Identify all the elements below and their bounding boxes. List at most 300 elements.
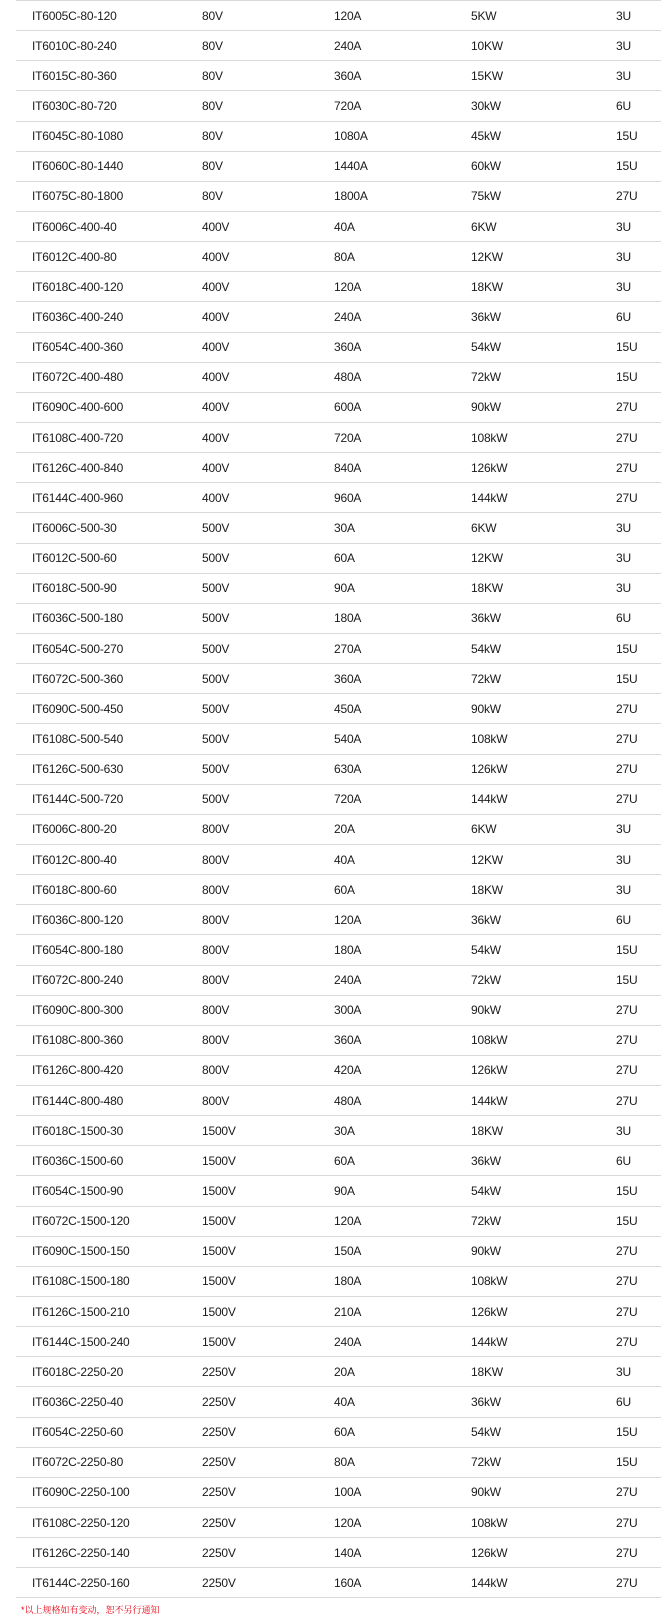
voltage-cell: 500V [202,633,334,663]
table-row [16,453,661,483]
model-cell: IT6090C-800-300 [16,995,202,1025]
model-cell: IT6126C-500-630 [16,754,202,784]
power-cell: 36kW [471,603,616,633]
table-row [16,995,661,1025]
voltage-cell: 800V [202,905,334,935]
table-row [16,1176,661,1206]
model-cell: IT6144C-2250-160 [16,1568,202,1598]
current-cell: 420A [334,1055,471,1085]
current-cell: 40A [334,211,471,241]
size-cell: 15U [616,362,661,392]
power-cell: 18KW [471,875,616,905]
size-cell: 27U [616,995,661,1025]
table-row [16,784,661,814]
size-cell: 3U [616,844,661,874]
table-row [16,31,661,61]
model-cell: IT6072C-800-240 [16,965,202,995]
size-cell: 15U [616,664,661,694]
voltage-cell: 1500V [202,1236,334,1266]
current-cell: 240A [334,965,471,995]
table-row [16,905,661,935]
model-cell: IT6126C-400-840 [16,453,202,483]
size-cell: 27U [616,754,661,784]
size-cell: 27U [616,694,661,724]
table-row [16,1266,661,1296]
size-cell: 6U [616,603,661,633]
power-cell: 18KW [471,573,616,603]
power-cell: 108kW [471,1508,616,1538]
power-cell: 108kW [471,1266,616,1296]
table-row [16,91,661,121]
voltage-cell: 400V [202,211,334,241]
size-cell: 27U [616,1086,661,1116]
voltage-cell: 1500V [202,1327,334,1357]
current-cell: 100A [334,1477,471,1507]
model-cell: IT6036C-800-120 [16,905,202,935]
table-row [16,121,661,151]
power-cell: 75kW [471,181,616,211]
voltage-cell: 500V [202,724,334,754]
model-cell: IT6015C-80-360 [16,61,202,91]
current-cell: 80A [334,242,471,272]
voltage-cell: 80V [202,91,334,121]
size-cell: 27U [616,1568,661,1598]
current-cell: 180A [334,935,471,965]
voltage-cell: 2250V [202,1568,334,1598]
power-cell: 108kW [471,422,616,452]
model-cell: IT6072C-400-480 [16,362,202,392]
table-row [16,1236,661,1266]
voltage-cell: 400V [202,392,334,422]
model-cell: IT6090C-500-450 [16,694,202,724]
power-cell: 12KW [471,543,616,573]
table-row [16,1508,661,1538]
table-row [16,1,661,31]
current-cell: 20A [334,814,471,844]
model-cell: IT6072C-500-360 [16,664,202,694]
size-cell: 3U [616,814,661,844]
size-cell: 15U [616,1447,661,1477]
power-cell: 54kW [471,332,616,362]
model-cell: IT6036C-500-180 [16,603,202,633]
size-cell: 27U [616,1508,661,1538]
model-cell: IT6072C-1500-120 [16,1206,202,1236]
table-row [16,1297,661,1327]
power-cell: 12KW [471,242,616,272]
voltage-cell: 800V [202,995,334,1025]
table-row [16,211,661,241]
size-cell: 6U [616,91,661,121]
power-cell: 10KW [471,31,616,61]
voltage-cell: 2250V [202,1508,334,1538]
current-cell: 600A [334,392,471,422]
current-cell: 40A [334,1387,471,1417]
voltage-cell: 800V [202,935,334,965]
size-cell: 27U [616,1025,661,1055]
current-cell: 270A [334,633,471,663]
size-cell: 27U [616,453,661,483]
table-row [16,272,661,302]
voltage-cell: 800V [202,844,334,874]
voltage-cell: 800V [202,1086,334,1116]
table-row [16,151,661,181]
voltage-cell: 400V [202,332,334,362]
size-cell: 6U [616,1387,661,1417]
model-cell: IT6054C-2250-60 [16,1417,202,1447]
current-cell: 90A [334,1176,471,1206]
voltage-cell: 2250V [202,1477,334,1507]
size-cell: 3U [616,1357,661,1387]
current-cell: 360A [334,332,471,362]
voltage-cell: 400V [202,242,334,272]
power-cell: 72kW [471,1447,616,1477]
voltage-cell: 1500V [202,1297,334,1327]
voltage-cell: 80V [202,1,334,31]
voltage-cell: 400V [202,422,334,452]
model-cell: IT6054C-500-270 [16,633,202,663]
table-row [16,61,661,91]
power-cell: 72kW [471,965,616,995]
size-cell: 27U [616,784,661,814]
size-cell: 3U [616,875,661,905]
table-row [16,1387,661,1417]
model-cell: IT6018C-2250-20 [16,1357,202,1387]
voltage-cell: 2250V [202,1387,334,1417]
size-cell: 15U [616,151,661,181]
voltage-cell: 1500V [202,1266,334,1296]
voltage-cell: 500V [202,754,334,784]
model-cell: IT6090C-2250-100 [16,1477,202,1507]
model-cell: IT6054C-400-360 [16,332,202,362]
voltage-cell: 800V [202,1055,334,1085]
voltage-cell: 800V [202,875,334,905]
voltage-cell: 400V [202,302,334,332]
voltage-cell: 2250V [202,1447,334,1477]
current-cell: 30A [334,1116,471,1146]
size-cell: 27U [616,724,661,754]
size-cell: 3U [616,31,661,61]
model-cell: IT6144C-1500-240 [16,1327,202,1357]
power-cell: 18KW [471,272,616,302]
current-cell: 480A [334,1086,471,1116]
size-cell: 15U [616,935,661,965]
table-row [16,1417,661,1447]
power-cell: 90kW [471,694,616,724]
voltage-cell: 800V [202,814,334,844]
size-cell: 27U [616,1297,661,1327]
current-cell: 720A [334,784,471,814]
model-cell: IT6060C-80-1440 [16,151,202,181]
power-cell: 90kW [471,1477,616,1507]
size-cell: 27U [616,1477,661,1507]
table-row [16,1538,661,1568]
current-cell: 60A [334,875,471,905]
table-row [16,1477,661,1507]
power-cell: 90kW [471,995,616,1025]
size-cell: 27U [616,1236,661,1266]
model-cell: IT6010C-80-240 [16,31,202,61]
table-row [16,603,661,633]
power-cell: 45kW [471,121,616,151]
current-cell: 240A [334,302,471,332]
power-cell: 144kW [471,1568,616,1598]
power-cell: 54kW [471,1176,616,1206]
current-cell: 360A [334,664,471,694]
table-row [16,543,661,573]
power-cell: 144kW [471,784,616,814]
power-cell: 108kW [471,1025,616,1055]
current-cell: 120A [334,905,471,935]
power-cell: 60kW [471,151,616,181]
current-cell: 180A [334,603,471,633]
power-cell: 126kW [471,754,616,784]
model-cell: IT6018C-500-90 [16,573,202,603]
voltage-cell: 80V [202,31,334,61]
voltage-cell: 2250V [202,1538,334,1568]
voltage-cell: 80V [202,121,334,151]
current-cell: 480A [334,362,471,392]
current-cell: 40A [334,844,471,874]
current-cell: 60A [334,543,471,573]
voltage-cell: 400V [202,453,334,483]
power-cell: 6KW [471,513,616,543]
table-row [16,1116,661,1146]
model-cell: IT6006C-500-30 [16,513,202,543]
voltage-cell: 400V [202,483,334,513]
power-cell: 36kW [471,302,616,332]
table-row [16,935,661,965]
model-cell: IT6108C-500-540 [16,724,202,754]
current-cell: 150A [334,1236,471,1266]
voltage-cell: 400V [202,362,334,392]
spec-table [16,0,661,1598]
size-cell: 3U [616,573,661,603]
table-row [16,332,661,362]
power-cell: 30kW [471,91,616,121]
table-row [16,302,661,332]
voltage-cell: 1500V [202,1176,334,1206]
voltage-cell: 1500V [202,1146,334,1176]
model-cell: IT6006C-800-20 [16,814,202,844]
power-cell: 54kW [471,935,616,965]
size-cell: 15U [616,332,661,362]
model-cell: IT6126C-800-420 [16,1055,202,1085]
size-cell: 3U [616,272,661,302]
power-cell: 126kW [471,453,616,483]
model-cell: IT6018C-1500-30 [16,1116,202,1146]
voltage-cell: 80V [202,61,334,91]
power-cell: 54kW [471,1417,616,1447]
table-row [16,844,661,874]
size-cell: 6U [616,905,661,935]
voltage-cell: 500V [202,513,334,543]
size-cell: 3U [616,61,661,91]
current-cell: 60A [334,1417,471,1447]
size-cell: 27U [616,1055,661,1085]
table-row [16,754,661,784]
current-cell: 120A [334,1206,471,1236]
power-cell: 72kW [471,1206,616,1236]
current-cell: 210A [334,1297,471,1327]
size-cell: 3U [616,1116,661,1146]
current-cell: 60A [334,1146,471,1176]
current-cell: 360A [334,61,471,91]
table-row [16,814,661,844]
size-cell: 27U [616,483,661,513]
power-cell: 5KW [471,1,616,31]
current-cell: 90A [334,573,471,603]
voltage-cell: 800V [202,965,334,995]
power-cell: 36kW [471,1146,616,1176]
power-cell: 90kW [471,1236,616,1266]
power-cell: 144kW [471,1086,616,1116]
table-row [16,483,661,513]
voltage-cell: 2250V [202,1417,334,1447]
table-row [16,875,661,905]
voltage-cell: 2250V [202,1357,334,1387]
current-cell: 450A [334,694,471,724]
model-cell: IT6054C-800-180 [16,935,202,965]
voltage-cell: 500V [202,603,334,633]
size-cell: 3U [616,242,661,272]
model-cell: IT6126C-1500-210 [16,1297,202,1327]
size-cell: 27U [616,392,661,422]
model-cell: IT6144C-500-720 [16,784,202,814]
current-cell: 300A [334,995,471,1025]
table-row [16,633,661,663]
model-cell: IT6036C-1500-60 [16,1146,202,1176]
table-row [16,573,661,603]
current-cell: 630A [334,754,471,784]
model-cell: IT6075C-80-1800 [16,181,202,211]
model-cell: IT6030C-80-720 [16,91,202,121]
power-cell: 36kW [471,1387,616,1417]
voltage-cell: 80V [202,181,334,211]
size-cell: 15U [616,633,661,663]
power-cell: 18KW [471,1357,616,1387]
voltage-cell: 1500V [202,1116,334,1146]
model-cell: IT6090C-400-600 [16,392,202,422]
model-cell: IT6036C-2250-40 [16,1387,202,1417]
size-cell: 27U [616,1266,661,1296]
size-cell: 27U [616,422,661,452]
voltage-cell: 400V [202,272,334,302]
power-cell: 72kW [471,362,616,392]
table-row [16,1055,661,1085]
power-cell: 6KW [471,211,616,241]
model-cell: IT6012C-500-60 [16,543,202,573]
table-row [16,1447,661,1477]
size-cell: 6U [616,302,661,332]
current-cell: 840A [334,453,471,483]
model-cell: IT6018C-400-120 [16,272,202,302]
current-cell: 720A [334,91,471,121]
size-cell: 27U [616,1327,661,1357]
size-cell: 15U [616,1417,661,1447]
model-cell: IT6144C-800-480 [16,1086,202,1116]
table-row [16,965,661,995]
size-cell: 3U [616,543,661,573]
voltage-cell: 500V [202,784,334,814]
model-cell: IT6108C-1500-180 [16,1266,202,1296]
table-row [16,1206,661,1236]
size-cell: 27U [616,181,661,211]
model-cell: IT6072C-2250-80 [16,1447,202,1477]
current-cell: 160A [334,1568,471,1598]
model-cell: IT6006C-400-40 [16,211,202,241]
current-cell: 180A [334,1266,471,1296]
table-row [16,422,661,452]
model-cell: IT6018C-800-60 [16,875,202,905]
table-row [16,1327,661,1357]
power-cell: 126kW [471,1055,616,1085]
current-cell: 720A [334,422,471,452]
power-cell: 126kW [471,1297,616,1327]
model-cell: IT6144C-400-960 [16,483,202,513]
voltage-cell: 80V [202,151,334,181]
current-cell: 80A [334,1447,471,1477]
model-cell: IT6108C-800-360 [16,1025,202,1055]
current-cell: 1080A [334,121,471,151]
model-cell: IT6108C-400-720 [16,422,202,452]
voltage-cell: 500V [202,664,334,694]
spec-table-body [16,1,661,1598]
table-row [16,694,661,724]
power-cell: 12KW [471,844,616,874]
size-cell: 3U [616,1,661,31]
model-cell: IT6036C-400-240 [16,302,202,332]
current-cell: 240A [334,1327,471,1357]
power-cell: 54kW [471,633,616,663]
current-cell: 1440A [334,151,471,181]
table-row [16,362,661,392]
table-row [16,1357,661,1387]
voltage-cell: 500V [202,694,334,724]
power-cell: 144kW [471,1327,616,1357]
size-cell: 3U [616,513,661,543]
size-cell: 27U [616,1538,661,1568]
power-cell: 6KW [471,814,616,844]
current-cell: 960A [334,483,471,513]
size-cell: 15U [616,121,661,151]
model-cell: IT6090C-1500-150 [16,1236,202,1266]
size-cell: 15U [616,1206,661,1236]
power-cell: 18KW [471,1116,616,1146]
current-cell: 140A [334,1538,471,1568]
current-cell: 120A [334,272,471,302]
current-cell: 540A [334,724,471,754]
model-cell: IT6012C-400-80 [16,242,202,272]
current-cell: 120A [334,1,471,31]
size-cell: 15U [616,965,661,995]
table-row [16,392,661,422]
current-cell: 240A [334,31,471,61]
model-cell: IT6012C-800-40 [16,844,202,874]
voltage-cell: 1500V [202,1206,334,1236]
table-row [16,1025,661,1055]
table-row [16,724,661,754]
voltage-cell: 500V [202,543,334,573]
model-cell: IT6054C-1500-90 [16,1176,202,1206]
power-cell: 36kW [471,905,616,935]
current-cell: 30A [334,513,471,543]
power-cell: 15KW [471,61,616,91]
power-cell: 144kW [471,483,616,513]
current-cell: 360A [334,1025,471,1055]
power-cell: 90kW [471,392,616,422]
voltage-cell: 800V [202,1025,334,1055]
current-cell: 120A [334,1508,471,1538]
